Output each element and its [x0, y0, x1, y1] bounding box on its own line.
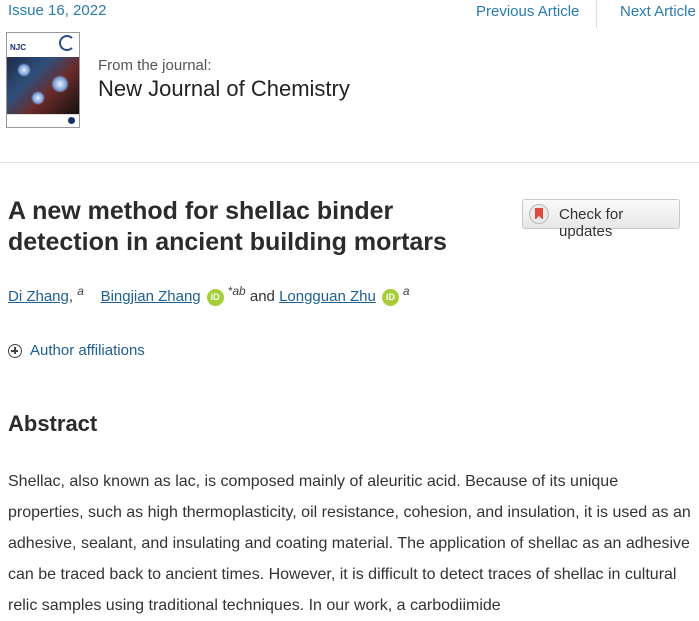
abstract-text: Shellac, also known as lac, is composed mainly of aleuritic acid. Because of its unique properties, such as high thermoplasticity, oil resistance, cohesion, and insulation, it is used as an adhesive, sealant, and insulating and coating material. The application of shellac as an adhesive can be traced back to ancient times. However, it is difficult to detect traces of shellac in cultural relic samples using traditional techniques. In our work, a carbodiimide — [8, 473, 691, 614]
author-link[interactable]: Longguan Zhu — [279, 288, 376, 305]
check-for-updates-button[interactable] — [522, 199, 680, 240]
bookmark-update-icon — [529, 204, 549, 224]
cover-crystal-icon — [51, 75, 69, 93]
cover-footer — [7, 114, 79, 127]
from-journal-label: From the journal: — [98, 57, 212, 74]
author-list — [8, 284, 410, 306]
author-conjunction: and — [249, 288, 275, 305]
cover-crystal-icon — [17, 63, 31, 77]
cover-publisher-icon — [68, 117, 75, 124]
author-separator: , — [68, 288, 74, 305]
author-affiliations-toggle[interactable] — [8, 342, 145, 362]
cover-header — [7, 33, 79, 57]
cover-logo-icon — [59, 35, 75, 51]
nav-divider — [596, 0, 597, 28]
orcid-icon[interactable]: iD — [382, 289, 399, 306]
article-navigation-bar — [0, 0, 699, 28]
author-affiliation-marker: *ab — [227, 284, 246, 298]
abstract-heading: Abstract — [8, 411, 98, 436]
author-affiliation-marker: a — [77, 284, 84, 298]
journal-cover-image[interactable] — [6, 32, 80, 128]
author-affiliations-label: Author affiliations — [30, 342, 145, 359]
journal-name-link[interactable]: New Journal of Chemistry — [98, 76, 350, 101]
check-for-updates-label: Check for updates — [559, 206, 624, 240]
issue-link[interactable]: Issue 16, 2022 — [8, 2, 107, 19]
author-link[interactable]: Di Zhang — [8, 288, 69, 305]
orcid-icon[interactable]: iD — [207, 289, 224, 306]
cover-artwork — [7, 57, 79, 115]
header-divider — [0, 162, 699, 163]
cover-journal-abbrev: NJC — [10, 43, 27, 52]
author-affiliation-marker: a — [402, 284, 410, 298]
expand-plus-icon — [8, 344, 22, 358]
next-article-link[interactable]: Next Article — [620, 3, 696, 20]
article-title: A new method for shellac binder detection in ancient building mortars — [8, 197, 447, 256]
author-link[interactable]: Bingjian Zhang — [100, 288, 201, 305]
cover-crystal-icon — [31, 91, 45, 105]
previous-article-link[interactable]: Previous Article — [476, 3, 580, 20]
